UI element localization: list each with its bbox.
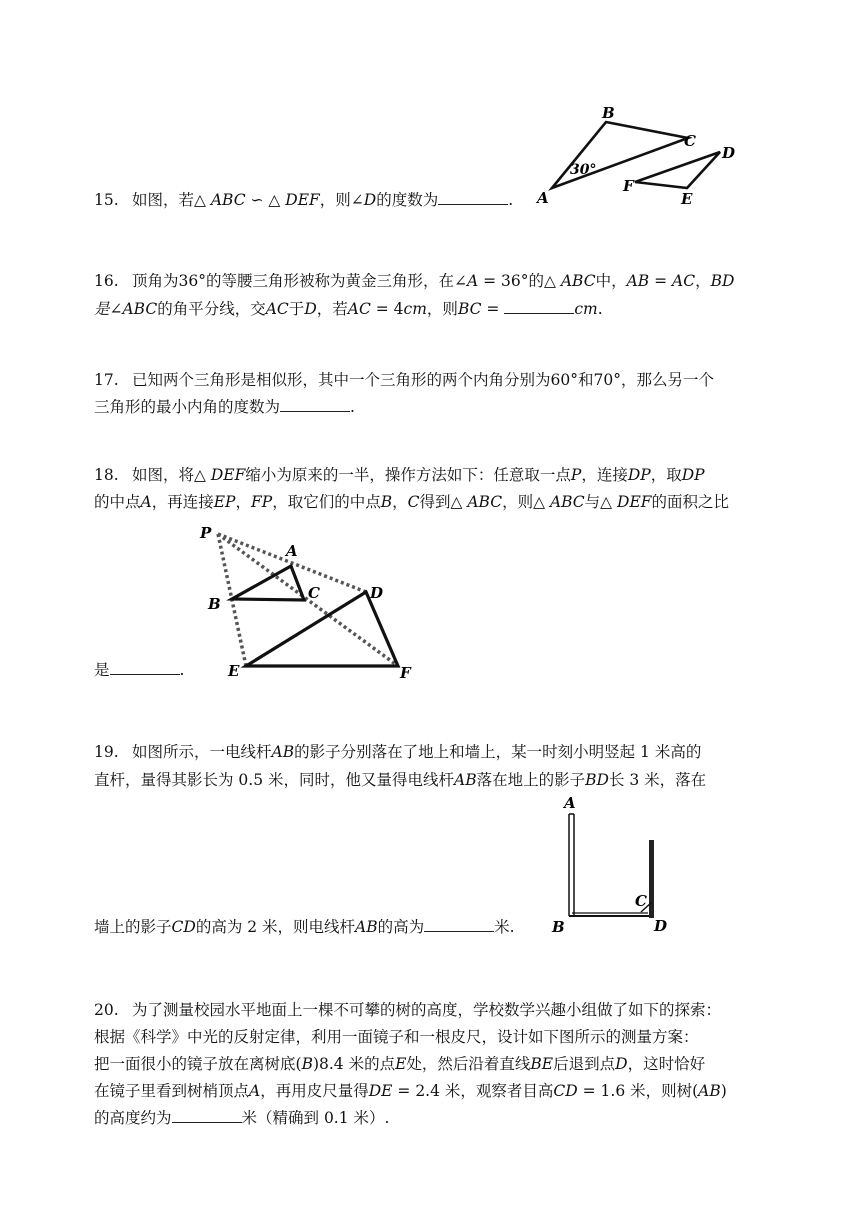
text: ， [392, 493, 408, 511]
text: ，连接 [581, 466, 628, 484]
label-A: A [286, 542, 298, 560]
text: 的中点 [94, 493, 141, 511]
math: DP [681, 466, 705, 484]
math: AB [698, 1082, 721, 1100]
label-B: B [602, 104, 615, 122]
math: DEF [617, 493, 652, 511]
text: 的面积之比 [651, 493, 730, 511]
label-F: F [400, 664, 411, 682]
text: 米. [494, 918, 515, 936]
figure-15 [530, 100, 750, 212]
text: )8.4 米的点 [312, 1055, 396, 1073]
math: D [304, 300, 317, 318]
text: 如图，将△ [132, 466, 211, 484]
answer-blank[interactable] [172, 1108, 242, 1123]
text: 如图所示，一电线杆 [132, 743, 272, 761]
text: = 4 [370, 300, 404, 318]
math: AC [347, 300, 371, 318]
text: 的影子分别落在了地上和墙上，某一时刻小明竖起 1 米高的 [294, 743, 702, 761]
math: ABC [549, 493, 585, 511]
label-D: D [654, 917, 668, 935]
math: EP [213, 493, 236, 511]
text: 得到△ [419, 493, 468, 511]
text: = 2.4 米，观察者目高 [392, 1082, 554, 1100]
text: 的度数为 [376, 191, 439, 209]
text: . [179, 661, 185, 679]
math: BE [530, 1055, 554, 1073]
problem-17-line-2 [94, 397, 355, 417]
text: ，则∠ [319, 191, 364, 209]
figure-18 [190, 522, 430, 684]
problem-20-line-4 [94, 1081, 727, 1101]
math: ABC [467, 493, 503, 511]
text: ) [720, 1082, 727, 1100]
problem-19-line-1 [94, 742, 701, 762]
problem-16-line-2 [94, 299, 603, 319]
problem-number: 17. [94, 371, 119, 389]
math: BD [585, 771, 609, 789]
text: ，取它们的中点 [272, 493, 381, 511]
text: ，则 [426, 300, 458, 318]
problem-20-line-3 [94, 1054, 705, 1074]
text: 于 [288, 300, 305, 318]
label-E: E [228, 662, 240, 680]
math: AC [672, 272, 696, 290]
text: 如图，若△ [132, 191, 211, 209]
label-F: F [623, 177, 634, 195]
math: CD [553, 1082, 578, 1100]
text: 缩小为原来的一半，操作方法如下：任意取一点 [245, 466, 571, 484]
answer-blank[interactable] [438, 190, 508, 205]
label-D: D [370, 584, 384, 602]
label-C: C [308, 584, 320, 602]
math: BD [710, 272, 735, 290]
text: = 1.6 米，则树( [577, 1082, 699, 1100]
problem-20-line-1 [94, 1000, 721, 1020]
text: 落在地上的影子 [476, 771, 586, 789]
problem-18-line-1 [94, 465, 705, 485]
math: A [249, 1082, 261, 1100]
text: ， [695, 272, 711, 290]
text: 处，然后沿着直线 [406, 1055, 531, 1073]
answer-blank[interactable] [280, 397, 350, 412]
label-B: B [208, 595, 221, 613]
label-A: A [537, 189, 549, 207]
text: 中， [595, 272, 627, 290]
math: AB [355, 918, 378, 936]
text: 为了测量校园水平地面上一棵不可攀的树的高度，学校数学兴趣小组做了如下的探索： [132, 1001, 722, 1019]
text: 顶角为36°的等腰三角形被称为黄金三角形，在∠ [132, 272, 467, 290]
text: 的角平分线，交 [157, 300, 266, 318]
text: . [508, 191, 514, 209]
math: B [380, 493, 393, 511]
problem-18-line-3 [94, 660, 184, 680]
text: 三角形的最小内角的度数为 [94, 398, 281, 416]
problem-16-line-1 [94, 271, 734, 291]
math: A [466, 272, 479, 290]
math: CD [171, 918, 196, 936]
math: DEF [285, 191, 320, 209]
text: 直杆，量得其影长为 0.5 米，同时，他又量得电线杆 [94, 771, 455, 789]
math: DE [368, 1082, 393, 1100]
math: 是∠ABC [94, 300, 158, 318]
math: AC [265, 300, 289, 318]
text: ，则△ [502, 493, 550, 511]
problem-15 [94, 190, 513, 210]
answer-blank[interactable] [110, 660, 180, 675]
math: C [407, 493, 420, 511]
problem-number: 19. [94, 743, 119, 761]
text: ∽ △ [245, 191, 286, 209]
label-C: C [684, 132, 696, 150]
text: = [649, 272, 673, 290]
text: 已知两个三角形是相似形，其中一个三角形的两个内角分别为60°和70°，那么另一个 [132, 371, 714, 389]
text: 长 3 米，落在 [608, 771, 707, 789]
math: AB [454, 771, 477, 789]
math: A [140, 493, 152, 511]
text: 的高为 [377, 918, 425, 936]
math: BC [457, 300, 482, 318]
math: ABC [560, 272, 596, 290]
text: ，再用皮尺量得 [260, 1082, 369, 1100]
math: DEF [210, 466, 246, 484]
text: 是 [94, 661, 110, 679]
text: = 36°的△ [478, 272, 561, 290]
figure-19 [548, 792, 678, 942]
problem-18-line-2 [94, 492, 729, 512]
math: FP [251, 493, 273, 511]
text: 根据《科学》中光的反射定律，利用一面镜子和一根皮尺，设计如下图所示的测量方案： [94, 1028, 699, 1046]
text: 在镜子里看到树梢顶点 [94, 1082, 250, 1100]
label-C: C [635, 892, 647, 910]
answer-blank[interactable] [424, 917, 494, 932]
problem-20-line-5 [94, 1108, 389, 1128]
text: 把一面很小的镜子放在离树底( [94, 1055, 302, 1073]
text: ，取 [650, 466, 682, 484]
angle-label: 30° [570, 162, 597, 178]
problem-number: 16. [94, 272, 119, 290]
math: DP [627, 466, 651, 484]
label-D: D [722, 144, 736, 162]
text: ，再连接 [151, 493, 214, 511]
problem-number: 18. [94, 466, 119, 484]
text: 的高度约为 [94, 1109, 172, 1127]
problem-20-line-2 [94, 1027, 699, 1047]
text: . [597, 300, 603, 318]
math: D [615, 1055, 628, 1073]
math: E [395, 1055, 407, 1073]
answer-blank[interactable] [504, 299, 574, 314]
text: = [481, 300, 505, 318]
math: D [363, 191, 377, 209]
text: 米（精确到 0.1 米）. [241, 1109, 390, 1127]
math: ABC [210, 191, 246, 209]
problem-number: 15. [94, 191, 119, 209]
math: P [570, 466, 582, 484]
label-A: A [564, 794, 576, 812]
problem-19-line-2 [94, 770, 706, 790]
text: ，这时恰好 [627, 1055, 706, 1073]
problem-17-line-1 [94, 370, 714, 390]
text: 的高为 2 米，则电线杆 [195, 918, 356, 936]
math: cm [574, 300, 598, 318]
label-E: E [681, 190, 693, 208]
text: . [350, 398, 355, 416]
text: 与△ [584, 493, 618, 511]
problem-number: 20. [94, 1001, 119, 1019]
label-P: P [200, 524, 212, 542]
math: AB [271, 743, 295, 761]
math: B [301, 1055, 313, 1073]
problem-19-line-3 [94, 917, 515, 937]
math: cm [403, 300, 427, 318]
text: ， [235, 493, 251, 511]
label-B: B [552, 918, 565, 936]
text: 后退到点 [553, 1055, 616, 1073]
text: 墙上的影子 [94, 918, 172, 936]
math: AB [626, 272, 650, 290]
text: ，若 [316, 300, 348, 318]
